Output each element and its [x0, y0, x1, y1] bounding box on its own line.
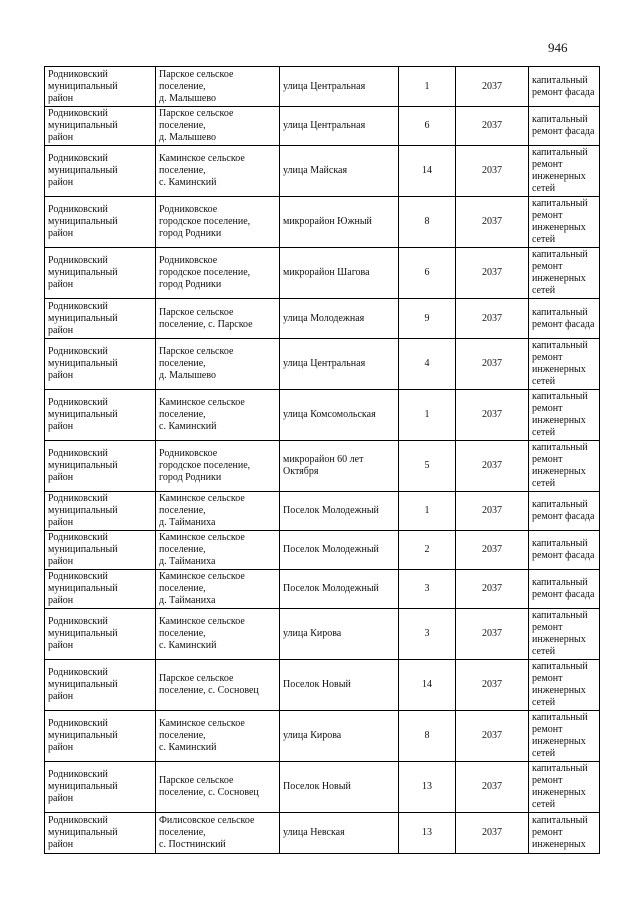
cell-house-number: 6 [399, 248, 456, 299]
cell-district: Родниковский муниципальный район [45, 660, 156, 711]
cell-year: 2037 [456, 570, 529, 609]
cell-house-number: 1 [399, 67, 456, 107]
cell-work-type: капитальный ремонт инженерных сетей [529, 441, 600, 492]
cell-year: 2037 [456, 762, 529, 813]
table-row [45, 570, 600, 609]
cell-work-type: капитальный ремонт фасада [529, 531, 600, 570]
table-row [45, 390, 600, 441]
cell-house-number: 1 [399, 390, 456, 441]
cell-year: 2037 [456, 492, 529, 531]
cell-year: 2037 [456, 660, 529, 711]
cell-street: Поселок Молодежный [280, 570, 399, 609]
cell-street: Поселок Новый [280, 762, 399, 813]
cell-district: Родниковский муниципальный район [45, 609, 156, 660]
cell-street: улица Кирова [280, 711, 399, 762]
cell-house-number: 6 [399, 107, 456, 146]
cell-year: 2037 [456, 197, 529, 248]
cell-work-type: капитальный ремонт инженерных сетей [529, 711, 600, 762]
cell-street: улица Комсомольская [280, 390, 399, 441]
cell-street: микрорайон 60 лет Октября [280, 441, 399, 492]
cell-house-number: 1 [399, 492, 456, 531]
cell-year: 2037 [456, 609, 529, 660]
page-number: 946 [548, 40, 568, 55]
cell-settlement: Каминское сельское поселение, с. Каминский [156, 609, 280, 660]
table-row [45, 492, 600, 531]
cell-work-type: капитальный ремонт инженерных сетей [529, 146, 600, 197]
table-row [45, 197, 600, 248]
cell-year: 2037 [456, 339, 529, 390]
cell-settlement: Каминское сельское поселение, д. Тайманиха [156, 492, 280, 531]
cell-year: 2037 [456, 813, 529, 854]
cell-settlement: Парское сельское поселение, д. Малышево [156, 107, 280, 146]
table-row [45, 248, 600, 299]
cell-work-type: капитальный ремонт инженерных сетей [529, 339, 600, 390]
cell-settlement: Парское сельское поселение, д. Малышево [156, 67, 280, 107]
cell-house-number: 8 [399, 711, 456, 762]
cell-work-type: капитальный ремонт фасада [529, 492, 600, 531]
cell-work-type: капитальный ремонт инженерных сетей [529, 762, 600, 813]
cell-work-type: капитальный ремонт фасада [529, 67, 600, 107]
cell-district: Родниковский муниципальный район [45, 146, 156, 197]
cell-house-number: 4 [399, 339, 456, 390]
table-row [45, 531, 600, 570]
cell-work-type: капитальный ремонт фасада [529, 107, 600, 146]
cell-street: улица Невская [280, 813, 399, 854]
cell-district: Родниковский муниципальный район [45, 248, 156, 299]
cell-settlement: Родниковское городское поселение, город Родники [156, 248, 280, 299]
cell-house-number: 2 [399, 531, 456, 570]
cell-settlement: Каминское сельское поселение, с. Каминский [156, 146, 280, 197]
table-row [45, 339, 600, 390]
cell-street: улица Центральная [280, 67, 399, 107]
cell-street: микрорайон Шагова [280, 248, 399, 299]
cell-house-number: 13 [399, 762, 456, 813]
cell-settlement: Парское сельское поселение, с. Сосновец [156, 660, 280, 711]
cell-year: 2037 [456, 441, 529, 492]
table-row [45, 813, 600, 854]
table-row [45, 660, 600, 711]
cell-work-type: капитальный ремонт инженерных сетей [529, 660, 600, 711]
cell-district: Родниковский муниципальный район [45, 492, 156, 531]
cell-settlement: Парское сельское поселение, д. Малышево [156, 339, 280, 390]
cell-street: Поселок Молодежный [280, 492, 399, 531]
cell-district: Родниковский муниципальный район [45, 390, 156, 441]
cell-year: 2037 [456, 67, 529, 107]
cell-district: Родниковский муниципальный район [45, 299, 156, 339]
cell-settlement: Каминское сельское поселение, д. Тайманиха [156, 531, 280, 570]
cell-house-number: 14 [399, 146, 456, 197]
cell-settlement: Родниковское городское поселение, город Родники [156, 441, 280, 492]
cell-settlement: Каминское сельское поселение, с. Каминский [156, 711, 280, 762]
cell-work-type: капитальный ремонт инженерных сетей [529, 248, 600, 299]
table-row [45, 107, 600, 146]
cell-street: Поселок Новый [280, 660, 399, 711]
cell-year: 2037 [456, 248, 529, 299]
table-row [45, 762, 600, 813]
table-row [45, 299, 600, 339]
cell-settlement: Каминское сельское поселение, с. Каминский [156, 390, 280, 441]
cell-street: улица Центральная [280, 107, 399, 146]
cell-work-type: капитальный ремонт инженерных сетей [529, 390, 600, 441]
cell-district: Родниковский муниципальный район [45, 570, 156, 609]
cell-work-type: капитальный ремонт инженерных [529, 813, 600, 854]
registry-table-body [45, 67, 600, 854]
cell-house-number: 14 [399, 660, 456, 711]
registry-table [44, 66, 600, 854]
cell-year: 2037 [456, 146, 529, 197]
cell-work-type: капитальный ремонт фасада [529, 570, 600, 609]
cell-settlement: Парское сельское поселение, с. Парское [156, 299, 280, 339]
cell-street: Поселок Молодежный [280, 531, 399, 570]
table-row [45, 67, 600, 107]
cell-house-number: 3 [399, 609, 456, 660]
cell-house-number: 3 [399, 570, 456, 609]
cell-year: 2037 [456, 107, 529, 146]
cell-street: улица Молодежная [280, 299, 399, 339]
cell-district: Родниковский муниципальный район [45, 67, 156, 107]
cell-house-number: 9 [399, 299, 456, 339]
cell-work-type: капитальный ремонт фасада [529, 299, 600, 339]
cell-district: Родниковский муниципальный район [45, 813, 156, 854]
cell-street: улица Майская [280, 146, 399, 197]
cell-year: 2037 [456, 299, 529, 339]
cell-street: микрорайон Южный [280, 197, 399, 248]
cell-house-number: 5 [399, 441, 456, 492]
cell-year: 2037 [456, 390, 529, 441]
cell-district: Родниковский муниципальный район [45, 711, 156, 762]
cell-house-number: 8 [399, 197, 456, 248]
cell-district: Родниковский муниципальный район [45, 107, 156, 146]
cell-work-type: капитальный ремонт инженерных сетей [529, 609, 600, 660]
table-row [45, 711, 600, 762]
cell-work-type: капитальный ремонт инженерных сетей [529, 197, 600, 248]
cell-district: Родниковский муниципальный район [45, 441, 156, 492]
cell-settlement: Филисовское сельское поселение, с. Постнинский [156, 813, 280, 854]
cell-house-number: 13 [399, 813, 456, 854]
cell-street: улица Кирова [280, 609, 399, 660]
cell-district: Родниковский муниципальный район [45, 531, 156, 570]
table-row [45, 146, 600, 197]
cell-district: Родниковский муниципальный район [45, 197, 156, 248]
cell-district: Родниковский муниципальный район [45, 339, 156, 390]
cell-settlement: Парское сельское поселение, с. Сосновец [156, 762, 280, 813]
table-row [45, 609, 600, 660]
cell-settlement: Родниковское городское поселение, город Родники [156, 197, 280, 248]
cell-year: 2037 [456, 711, 529, 762]
cell-year: 2037 [456, 531, 529, 570]
cell-street: улица Центральная [280, 339, 399, 390]
table-row [45, 441, 600, 492]
cell-district: Родниковский муниципальный район [45, 762, 156, 813]
cell-settlement: Каминское сельское поселение, д. Тайманиха [156, 570, 280, 609]
